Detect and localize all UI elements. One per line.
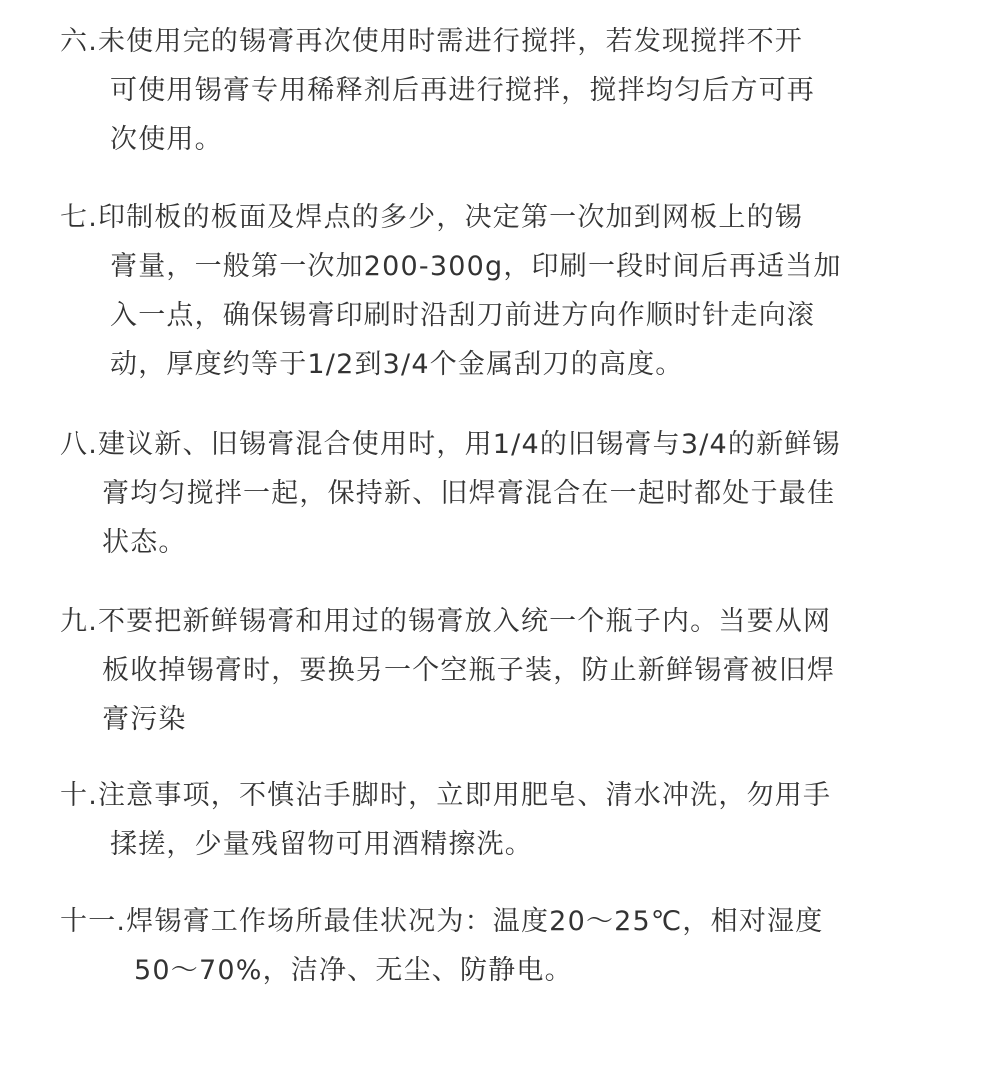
item-text: 可使用锡膏专用稀释剂后再进行搅拌，搅拌均匀后方可再 bbox=[110, 75, 815, 106]
list-item bbox=[60, 897, 940, 995]
item-number: 十一. bbox=[60, 906, 127, 937]
item-text: 膏均匀搅拌一起，保持新、旧焊膏混合在一起时都处于最佳 bbox=[102, 478, 836, 509]
item-text: 注意事项，不慎沾手脚时，立即用肥皂、清水冲洗，勿用手 bbox=[97, 780, 832, 811]
item-text: 次使用。 bbox=[110, 124, 223, 155]
item-first-line bbox=[60, 193, 940, 242]
item-number: 九. bbox=[60, 606, 98, 637]
item-text: 状态。 bbox=[102, 527, 187, 558]
list-item bbox=[60, 597, 940, 744]
list-item bbox=[60, 771, 940, 869]
item-text: 未使用完的锡膏再次使用时需进行搅拌，若发现搅拌不开 bbox=[97, 26, 803, 57]
item-number: 十. bbox=[60, 780, 98, 811]
item-text: 焊锡膏工作场所最佳状况为：温度20～25℃，相对湿度 bbox=[126, 906, 824, 937]
list-item bbox=[60, 17, 940, 164]
list-item bbox=[60, 193, 940, 389]
item-number: 六. bbox=[60, 26, 98, 57]
item-number: 七. bbox=[60, 202, 98, 233]
item-text: 建议新、旧锡膏混合使用时，用1/4的旧锡膏与3/4的新鲜锡 bbox=[97, 429, 841, 460]
item-text: 动，厚度约等于1/2到3/4个金属刮刀的高度。 bbox=[110, 349, 684, 380]
item-first-line bbox=[60, 771, 940, 820]
item-first-line bbox=[60, 897, 940, 946]
item-text: 膏量，一般第一次加200-300g，印刷一段时间后再适当加 bbox=[110, 251, 842, 282]
item-text: 膏污染 bbox=[102, 704, 187, 735]
item-text: 印制板的板面及焊点的多少，决定第一次加到网板上的锡 bbox=[97, 202, 803, 233]
list-item bbox=[60, 420, 940, 567]
item-first-line bbox=[60, 597, 940, 646]
item-text: 入一点，确保锡膏印刷时沿刮刀前进方向作顺时针走向滚 bbox=[110, 300, 815, 331]
item-text: 揉搓，少量残留物可用酒精擦洗。 bbox=[110, 829, 533, 860]
item-text: 板收掉锡膏时，要换另一个空瓶子装，防止新鲜锡膏被旧焊 bbox=[102, 655, 836, 686]
item-first-line bbox=[60, 17, 940, 66]
item-first-line bbox=[60, 420, 940, 469]
item-text: 50～70%，洁净、无尘、防静电。 bbox=[134, 955, 573, 986]
item-text: 不要把新鲜锡膏和用过的锡膏放入统一个瓶子内。当要从网 bbox=[97, 606, 832, 637]
item-number: 八. bbox=[60, 429, 98, 460]
